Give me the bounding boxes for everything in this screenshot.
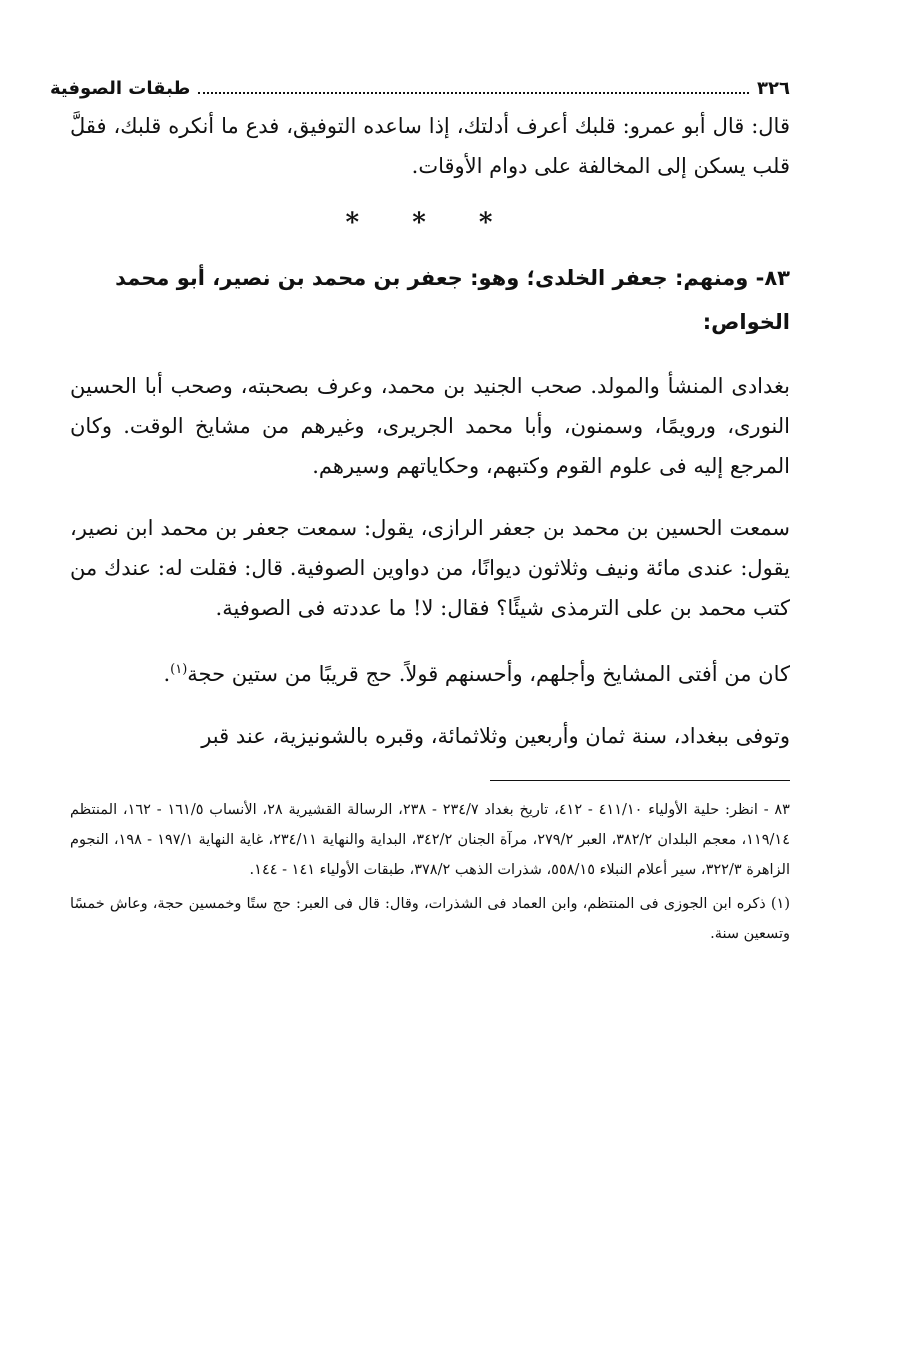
footnote-1: (١) ذكره ابن الجوزى فى المنتظم، وابن العماد فى الشذرات، وقال: قال فى العبر: حج ستًا وخمسين حجة، وعاش خمسًا وتسعين سنة.: [70, 896, 790, 942]
book-page: [50, 78, 790, 953]
paragraph-hajj: [70, 650, 790, 694]
footnote-marker: (١): [170, 662, 188, 677]
paragraph-narration: سمعت الحسين بن محمد بن جعفر الرازى، يقول: سمعت جعفر بن محمد ابن نصير، يقول: عندى مائة ونيف وثلاثون ديوانًا، من دواوين الصوفية. قال: فقلت له: عندك من كتب محمد بن على الترمذى شيئًا؟ فقال: لا! ما عددته فى الصوفية.: [70, 516, 790, 620]
leader-dots: [198, 92, 749, 94]
entry-heading: ٨٣- ومنهم: جعفر الخلدى؛ وهو: جعفر بن محمد بن نصير، أبو محمد الخواص:: [115, 266, 790, 334]
page-number: ٣٢٦: [757, 78, 790, 99]
book-title: طبقات الصوفية: [50, 78, 191, 99]
paragraph-biography: بغدادى المنشأ والمولد. صحب الجنيد بن محمد، وعرف بصحبته، وصحب أبا الحسين النورى، ورويمًا، وسمنون، وأبا محمد الجريرى، وغيرهم من مشايخ الوقت. وكان المرجع إليه فى علوم القوم وكتبهم، وحكاياتهم وسيرهم.: [70, 374, 790, 478]
hajj-text: كان من أفتى المشايخ وأجلهم، وأحسنهم قولاً. حج قريبًا من ستين حجة: [187, 662, 790, 686]
paragraph-abu-amr-quote: قال: قال أبو عمرو: قلبك أعرف أدلتك، إذا ساعده التوفيق، فدع ما أنكره قلبك، فقلَّ قلب يسكن إلى المخالفة على دوام الأوقات.: [70, 114, 790, 178]
section-separator: * * *: [345, 208, 515, 238]
paragraph-death: وتوفى ببغداد، سنة ثمان وأربعين وثلاثمائة، وقبره بالشونيزية، عند قبر: [201, 724, 790, 748]
running-head: [50, 78, 790, 102]
hajj-text-end: .: [163, 662, 171, 686]
footnote-83: ٨٣ - انظر: حلية الأولياء ٤١١/١٠ - ٤١٢، تاريخ بغداد ٢٣٤/٧ - ٢٣٨، الرسالة القشيرية ٢٨، الأنساب ١٦١/٥ - ١٦٢، المنتظم ١١٩/١٤، معجم البلدان ٣٨٢/٢، العبر ٢٧٩/٢، مرآة الجنان ٣٤٢/٢، البداية والنهاية ٢٣٤/١١، غاية النهاية ١٩٧/١ - ١٩٨، النجوم الزاهرة ٣٢٢/٣، سير أعلام النبلاء ٥٥٨/١٥، شذرات الذهب ٣٧٨/٢، طبقات الأولياء ١٤١ - ١٤٤.: [70, 802, 790, 878]
footnote-divider: [490, 780, 790, 781]
